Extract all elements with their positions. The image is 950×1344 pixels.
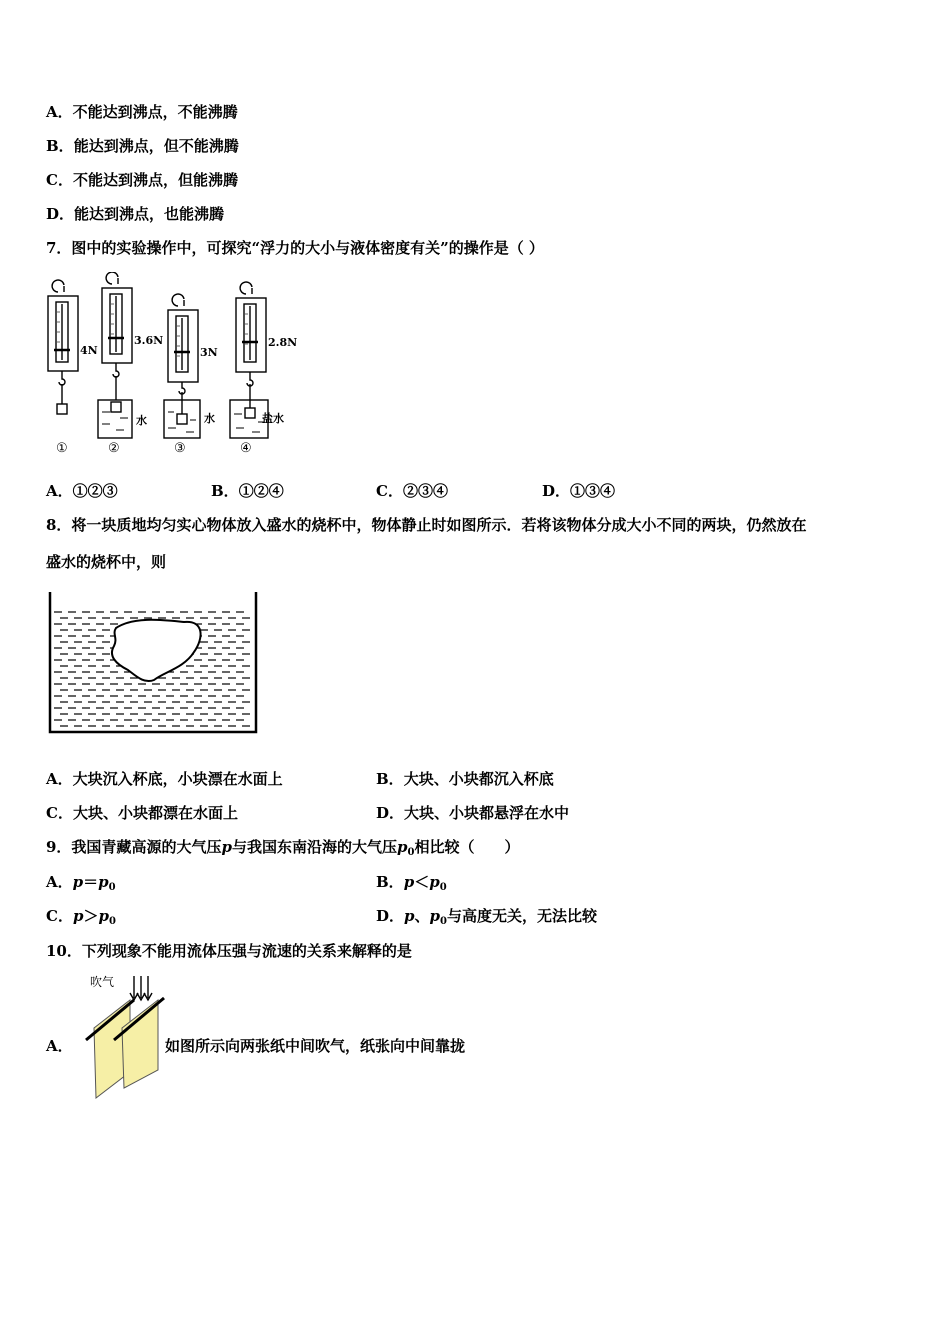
- q9-option-b: [376, 872, 447, 892]
- q7-option-c: [376, 481, 448, 501]
- figure-label-4: ④: [240, 441, 252, 456]
- figure-label-1: ①: [56, 441, 68, 456]
- q9-stem-part3: 相比较（ ）: [414, 838, 520, 856]
- option-letter: B．: [376, 770, 404, 788]
- relation: ＝: [83, 873, 99, 891]
- spring-scale-1: [48, 280, 78, 414]
- subscript: 0: [440, 916, 447, 927]
- q6-option-a: [46, 102, 238, 122]
- q9-stem-part2: 与我国东南沿海的大气压: [231, 838, 397, 856]
- q7-stem: 7．图中的实验操作中，可探究“浮力的大小与液体密度有关”的操作是（ ）: [46, 239, 544, 257]
- option-text: 大块、小块都沉入杯底: [403, 770, 554, 788]
- option-text: 能达到沸点，也能沸腾: [74, 205, 225, 223]
- liquid-label-4: 盐水: [262, 412, 284, 425]
- symbol-p0: p: [98, 873, 109, 891]
- q9-sub-0: 0: [407, 847, 415, 858]
- subscript: 0: [108, 882, 116, 893]
- beaker-liquid: [102, 412, 264, 432]
- symbol-p: p: [403, 873, 415, 891]
- reading-3: 3N: [200, 346, 218, 359]
- reading-2: 3.6N: [134, 334, 164, 347]
- option-text: 不能达到沸点，但能沸腾: [72, 171, 238, 189]
- option-letter: C．: [46, 804, 73, 822]
- q7-option-a: [46, 481, 118, 501]
- option-text: 与高度无关，无法比较: [447, 907, 598, 925]
- q6-option-b: [46, 136, 239, 156]
- q9-stem-part1: 9．我国青藏高源的大气压: [46, 838, 222, 856]
- symbol-p: p: [72, 873, 84, 891]
- q9-option-c: [46, 906, 116, 926]
- q8-option-c: [46, 803, 238, 823]
- symbol-p0: p: [98, 907, 109, 925]
- option-letter: D．: [46, 205, 75, 223]
- reading-1: 4N: [80, 344, 98, 357]
- symbol-p0: p: [429, 907, 441, 925]
- option-text: ①③④: [570, 482, 616, 500]
- option-letter: C．: [46, 907, 73, 925]
- option-text: ②③④: [402, 482, 448, 500]
- blow-label: 吹气: [90, 975, 115, 989]
- q6-option-d: [46, 204, 224, 224]
- q7-spring-scale-figure: [40, 272, 310, 462]
- reading-4: 2.8N: [268, 336, 298, 349]
- option-letter: A．: [46, 873, 73, 891]
- spring-scale-3: [164, 294, 200, 438]
- liquid-label-2: 水: [136, 414, 147, 427]
- q8-stem-line2: 盛水的烧杯中，则: [46, 553, 167, 571]
- subscript: 0: [108, 916, 116, 927]
- option-letter: D．: [376, 804, 405, 822]
- option-text: 不能达到沸点，不能沸腾: [72, 103, 238, 121]
- liquid-label-3: 水: [204, 412, 215, 425]
- q10-stem: 10．下列现象不能用流体压强与流速的关系来解释的是: [46, 942, 412, 960]
- q10-option-a: [46, 1036, 73, 1056]
- option-letter: D．: [542, 482, 571, 500]
- q8-stem-line1: 8．将一块质地均匀实心物体放入盛水的烧杯中，物体静止时如图所示．若将该物体分成大小不同的两块，仍然放在: [46, 516, 807, 534]
- symbol-p: p: [72, 907, 84, 925]
- q8-option-d: [376, 803, 569, 823]
- subscript: 0: [439, 882, 447, 893]
- q9-option-d: [376, 906, 597, 926]
- option-text: 大块沉入杯底，小块漂在水面上: [72, 770, 283, 788]
- option-text: ①②④: [238, 482, 284, 500]
- q9-symbol-p: p: [221, 838, 232, 856]
- figure-label-3: ③: [174, 441, 186, 456]
- q7-option-d: [542, 481, 615, 501]
- option-text: 大块、小块都漂在水面上: [72, 804, 238, 822]
- option-letter: B．: [46, 137, 74, 155]
- q9-symbol-p0: p: [396, 838, 408, 856]
- q6-option-c: [46, 170, 238, 190]
- option-letter: C．: [46, 171, 73, 189]
- q8-option-a: [46, 769, 283, 789]
- spring-scale-2: [98, 272, 132, 438]
- q8-option-b: [376, 769, 554, 789]
- option-letter: A．: [46, 103, 73, 121]
- option-letter: D．: [376, 907, 405, 925]
- q10-paper-figure: [76, 970, 176, 1104]
- figure-label-2: ②: [108, 441, 120, 456]
- symbol-p: p: [404, 907, 415, 925]
- q8-beaker-figure: [44, 590, 264, 740]
- q9-option-a: [46, 872, 116, 892]
- option-letter: C．: [376, 482, 403, 500]
- q10-option-a-text: 如图所示向两张纸中间吹气，纸张向中间靠拢: [165, 1037, 466, 1055]
- symbol-p0: p: [429, 873, 440, 891]
- q9-stem: [46, 837, 519, 857]
- option-text: ①②③: [72, 482, 118, 500]
- q7-option-b: [211, 481, 284, 501]
- option-letter: A．: [46, 1037, 73, 1055]
- relation: ＜: [414, 873, 430, 891]
- relation: ＞: [83, 907, 99, 925]
- option-text: 能达到沸点，但不能沸腾: [73, 137, 239, 155]
- option-letter: B．: [211, 482, 239, 500]
- option-letter: A．: [46, 482, 73, 500]
- blow-arrows: [130, 976, 152, 1000]
- separator: 、: [414, 907, 430, 925]
- option-text: 大块、小块都悬浮在水中: [404, 804, 570, 822]
- option-letter: B．: [376, 873, 404, 891]
- option-letter: A．: [46, 770, 73, 788]
